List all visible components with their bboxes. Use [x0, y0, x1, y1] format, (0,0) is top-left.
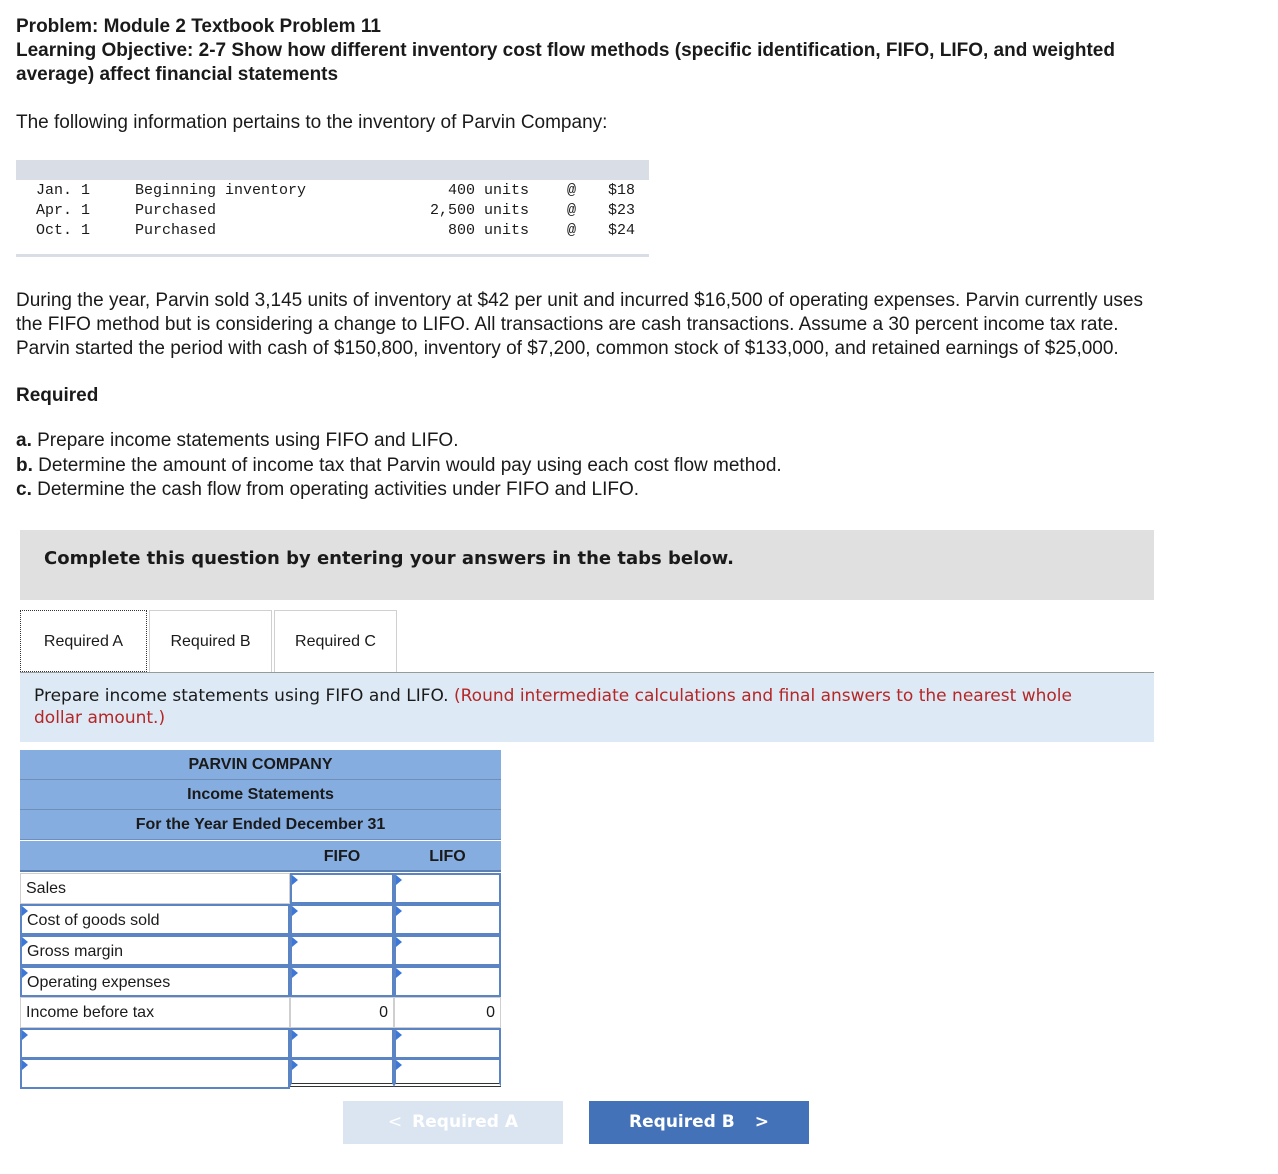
dropdown-indicator-icon	[292, 1060, 298, 1070]
required-key-b: b.	[16, 455, 33, 476]
required-key-c: c.	[16, 479, 32, 500]
row-label-income-before-tax: Income before tax	[20, 997, 290, 1028]
tab-required-c[interactable]: Required C	[274, 610, 397, 672]
statement-period: For the Year Ended December 31	[20, 810, 501, 840]
dropdown-indicator-icon	[396, 968, 402, 978]
inventory-at: @	[567, 202, 577, 219]
input-cogs-fifo[interactable]	[290, 904, 394, 935]
inventory-cost: $18	[607, 182, 635, 199]
inventory-date: Oct. 1	[36, 222, 91, 239]
inventory-desc: Purchased	[135, 222, 217, 239]
value-income-before-tax-lifo: 0	[394, 997, 501, 1028]
required-text-a: Prepare income statements using FIFO and LIFO.	[31, 430, 459, 451]
scenario-line3: Parvin started the period with cash of $150,800, inventory of $7,200, common stock of $133,000, and retained earnings of $25,000.	[16, 338, 1119, 359]
value-income-before-tax-fifo: 0	[290, 997, 394, 1028]
dropdown-indicator-icon	[396, 937, 402, 947]
input-row6-lifo[interactable]	[394, 1028, 501, 1059]
required-text-c: Determine the cash flow from operating activities under FIFO and LIFO.	[31, 479, 640, 500]
dropdown-indicator-icon	[292, 875, 298, 885]
inventory-table-header-bar	[16, 160, 649, 180]
statement-title: Income Statements	[20, 780, 501, 810]
problem-title: Problem: Module 2 Textbook Problem 11	[16, 16, 381, 37]
inventory-table	[16, 160, 649, 257]
previous-tab-button[interactable]	[343, 1101, 563, 1144]
input-row7-lifo[interactable]	[394, 1058, 501, 1087]
inventory-at: @	[567, 182, 577, 199]
input-gross-margin-fifo[interactable]	[290, 935, 394, 966]
required-heading: Required	[16, 385, 99, 406]
tab-required-b[interactable]: Required B	[149, 610, 272, 672]
required-text-b: Determine the amount of income tax that Parvin would pay using each cost flow method.	[32, 455, 782, 476]
row-label-operating-expenses[interactable]: Operating expenses	[20, 966, 290, 997]
column-header-lifo: LIFO	[429, 848, 466, 865]
learning-objective-line2: average) affect financial statements	[16, 64, 339, 85]
required-item-b	[16, 454, 782, 478]
tab-instruction-panel	[20, 673, 1154, 742]
row-label-cost-of-goods-sold[interactable]: Cost of goods sold	[20, 904, 290, 935]
inventory-row	[16, 202, 649, 222]
dropdown-indicator-icon	[396, 1030, 402, 1040]
scenario-line2: the FIFO method but is considering a change to LIFO. All transactions are cash transactions. Assume a 30 percent income tax rate.	[16, 314, 1119, 335]
required-key-a: a.	[16, 430, 32, 451]
inventory-at: @	[567, 222, 577, 239]
statement-column-header	[20, 841, 501, 872]
inventory-row	[16, 182, 649, 202]
scenario-line1: During the year, Parvin sold 3,145 units of inventory at $42 per unit and incurred $16,500 of operating expenses. Parvin currently uses	[16, 290, 1143, 311]
inventory-units: 400 units	[447, 182, 529, 199]
dropdown-indicator-icon	[22, 1030, 28, 1040]
next-tab-button[interactable]	[589, 1101, 809, 1144]
row-label-select[interactable]	[20, 1028, 290, 1059]
dropdown-indicator-icon	[396, 906, 402, 916]
inventory-desc: Purchased	[135, 202, 217, 219]
tab-required-a[interactable]: Required A	[20, 610, 147, 672]
input-row7-fifo[interactable]	[290, 1058, 394, 1087]
instruction-main: Prepare income statements using FIFO and LIFO.	[34, 686, 454, 706]
instructions-banner	[20, 530, 1154, 600]
input-operating-expenses-fifo[interactable]	[290, 966, 394, 997]
dropdown-indicator-icon	[22, 1060, 28, 1070]
dropdown-indicator-icon	[292, 906, 298, 916]
dropdown-indicator-icon	[22, 937, 28, 947]
chevron-right-icon: >	[754, 1112, 769, 1132]
input-operating-expenses-lifo[interactable]	[394, 966, 501, 997]
instruction-rounding-note: (Round intermediate calculations and final answers to the nearest whole dollar amount.)	[34, 686, 1072, 728]
dropdown-indicator-icon	[396, 875, 402, 885]
intro-text: The following information pertains to the inventory of Parvin Company:	[16, 112, 608, 133]
required-item-c	[16, 478, 639, 502]
next-tab-label: Required B	[629, 1112, 735, 1132]
column-header-fifo: FIFO	[323, 848, 361, 865]
inventory-cost: $24	[607, 222, 635, 239]
inventory-desc: Beginning inventory	[135, 182, 307, 199]
required-item-a	[16, 429, 459, 453]
row-label-select[interactable]	[20, 1058, 290, 1089]
inventory-units: 2,500 units	[429, 202, 529, 219]
row-label-sales: Sales	[20, 873, 290, 904]
dropdown-indicator-icon	[396, 1060, 402, 1070]
inventory-table-bottom-line	[16, 254, 649, 257]
dropdown-indicator-icon	[292, 937, 298, 947]
input-cogs-lifo[interactable]	[394, 904, 501, 935]
inventory-date: Apr. 1	[36, 202, 91, 219]
instructions-banner-text: Complete this question by entering your answers in the tabs below.	[44, 548, 734, 569]
inventory-date: Jan. 1	[36, 182, 91, 199]
input-row6-fifo[interactable]	[290, 1028, 394, 1059]
dropdown-indicator-icon	[22, 906, 28, 916]
inventory-cost: $23	[607, 202, 635, 219]
input-gross-margin-lifo[interactable]	[394, 935, 501, 966]
dropdown-indicator-icon	[292, 968, 298, 978]
previous-tab-label: Required A	[412, 1112, 519, 1132]
input-sales-lifo[interactable]	[394, 873, 501, 904]
tab-instruction-text	[34, 685, 1124, 729]
inventory-units: 800 units	[447, 222, 529, 239]
statement-company-name: PARVIN COMPANY	[20, 750, 501, 780]
learning-objective-line1: Learning Objective: 2-7 Show how different inventory cost flow methods (specific identification, FIFO, LIFO, and weighted	[16, 40, 1115, 61]
input-sales-fifo[interactable]	[290, 873, 394, 904]
row-label-gross-margin[interactable]: Gross margin	[20, 935, 290, 966]
chevron-left-icon: <	[387, 1112, 403, 1132]
dropdown-indicator-icon	[22, 968, 28, 978]
dropdown-indicator-icon	[292, 1030, 298, 1040]
inventory-row	[16, 222, 649, 242]
